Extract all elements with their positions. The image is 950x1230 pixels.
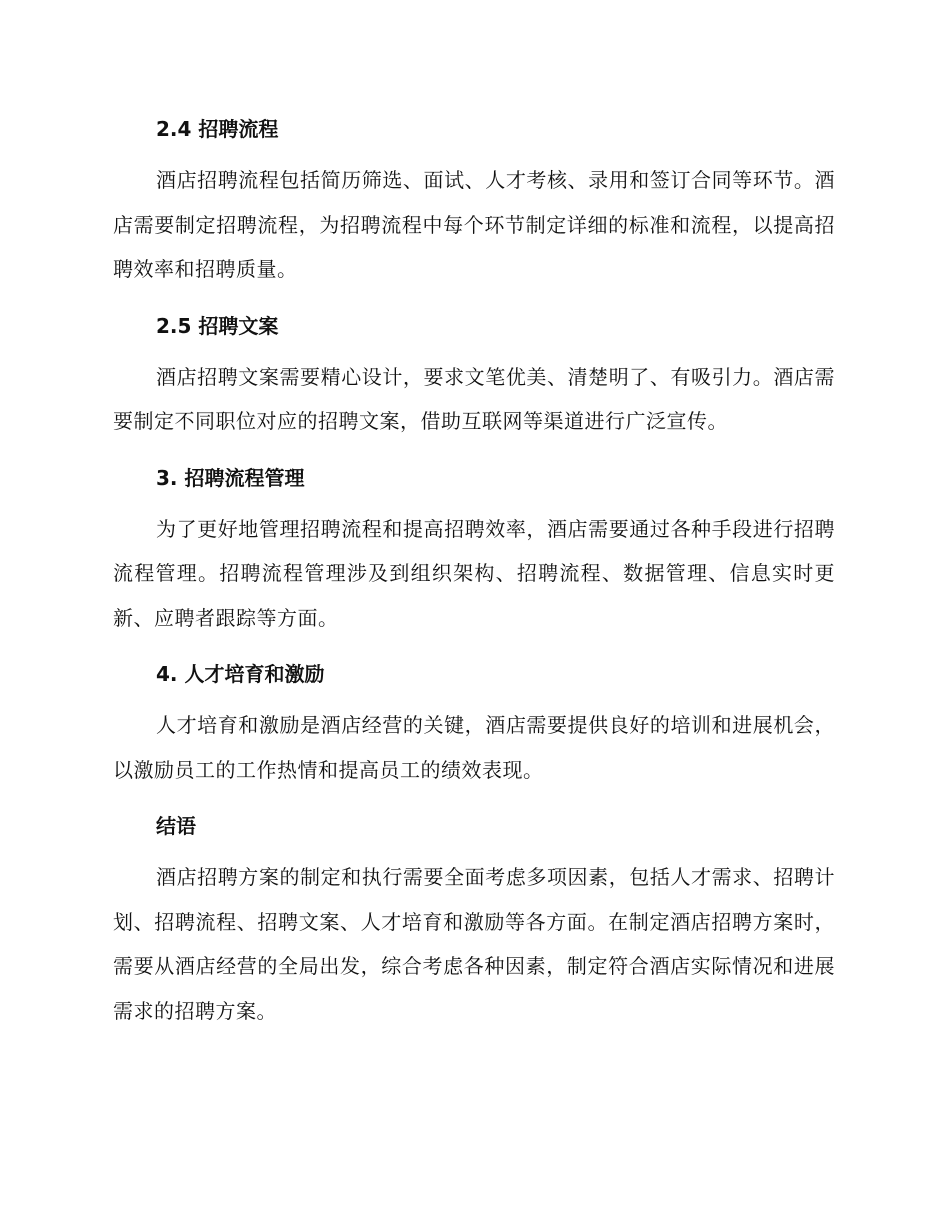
section-heading-3: 3. 招聘流程管理 xyxy=(156,465,305,490)
section-heading-2-4: 2.4 招聘流程 xyxy=(156,117,279,141)
section-paragraph-2-4: 酒店招聘流程包括简历筛选、面试、人才考核、录用和签订合同等环节。酒店需要制定招聘流程，为招聘流程中每个环节制定详细的标准和流程，以提高招聘效率和招聘质量。 xyxy=(113,168,835,281)
document-body xyxy=(113,109,835,1033)
section-paragraph-4: 人才培育和激励是酒店经营的关键，酒店需要提供良好的培训和进展机会，以激励员工的工作热情和提高员工的绩效表现。 xyxy=(113,713,835,782)
section-paragraph-3: 为了更好地管理招聘流程和提高招聘效率，酒店需要通过各种手段进行招聘流程管理。招聘流程管理涉及到组织架构、招聘流程、数据管理、信息实时更新、应聘者跟踪等方面。 xyxy=(113,516,835,630)
section-heading-2-5: 2.5 招聘文案 xyxy=(156,313,279,338)
section-paragraph-conclusion: 酒店招聘方案的制定和执行需要全面考虑多项因素，包括人才需求、招聘计划、招聘流程、招聘文案、人才培育和激励等各方面。在制定酒店招聘方案时，需要从酒店经营的全局出发，综合考虑各种因素，制定符合酒店实际情况和进展需求的招聘方案。 xyxy=(113,865,835,1023)
section-heading-conclusion: 结语 xyxy=(156,814,196,838)
section-heading-4: 4. 人才培育和激励 xyxy=(156,662,325,686)
section-paragraph-2-5: 酒店招聘文案需要精心设计，要求文笔优美、清楚明了、有吸引力。酒店需要制定不同职位对应的招聘文案，借助互联网等渠道进行广泛宣传。 xyxy=(113,364,835,433)
